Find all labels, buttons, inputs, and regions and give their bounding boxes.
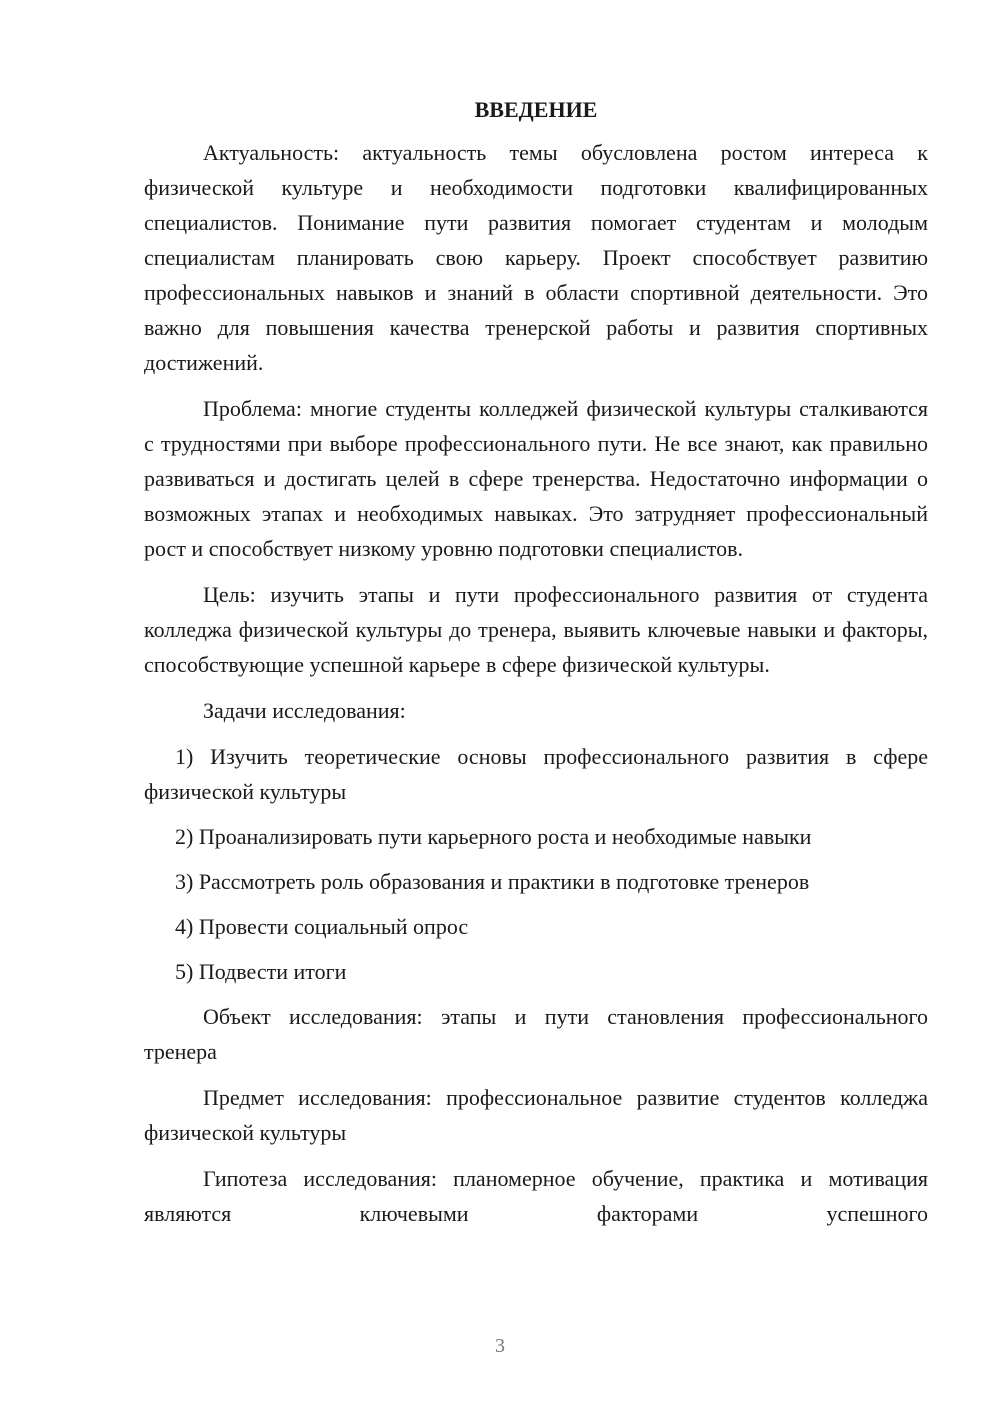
section-title: ВВЕДЕНИЕ [474, 97, 598, 122]
hypothesis-paragraph: Гипотеза исследования: планомерное обучение, практика и мотивация являются ключевыми факторами успешного [144, 1166, 928, 1226]
task-item: 4) Провести социальный опрос [175, 914, 469, 939]
goal-paragraph: Цель: изучить этапы и пути профессионального развития от студента колледжа физической культуры до тренера, выявить ключевые навыки и факторы, способствующие успешной карьере в сфере физической культуры. [144, 582, 928, 677]
page-number: 3 [495, 1335, 505, 1357]
object-paragraph: Объект исследования: этапы и пути становления профессионального тренера [144, 1004, 928, 1064]
tasks-heading: Задачи исследования: [203, 698, 406, 723]
task-item: 5) Подвести итоги [175, 959, 347, 984]
tasks-list [144, 739, 928, 989]
task-item: 2) Проанализировать пути карьерного роста и необходимые навыки [175, 824, 812, 849]
relevance-paragraph: Актуальность: актуальность темы обусловлена ростом интереса к физической культуре и необходимости подготовки квалифицированных специалистов. Понимание пути развития помогает студентам и молодым специалистам планировать свою карьеру. Проект способствует развитию профессиональных навыков и знаний в области спортивной деятельности. Это важно для повышения качества тренерской работы и развития спортивных достижений. [144, 140, 928, 375]
problem-paragraph: Проблема: многие студенты колледжей физической культуры сталкиваются с трудностями при выборе профессионального пути. Не все знают, как правильно развиваться и достигать целей в сфере тренерства. Недостаточно информации о возможных этапах и необходимых навыках. Это затрудняет профессиональный рост и способствует низкому уровню подготовки специалистов. [144, 396, 928, 561]
task-item: 3) Рассмотреть роль образования и практики в подготовке тренеров [175, 869, 810, 894]
task-item: 1) Изучить теоретические основы профессионального развития в сфере физической культуры [144, 744, 928, 804]
subject-paragraph: Предмет исследования: профессиональное развитие студентов колледжа физической культуры [144, 1085, 928, 1145]
page-content [144, 95, 928, 1242]
